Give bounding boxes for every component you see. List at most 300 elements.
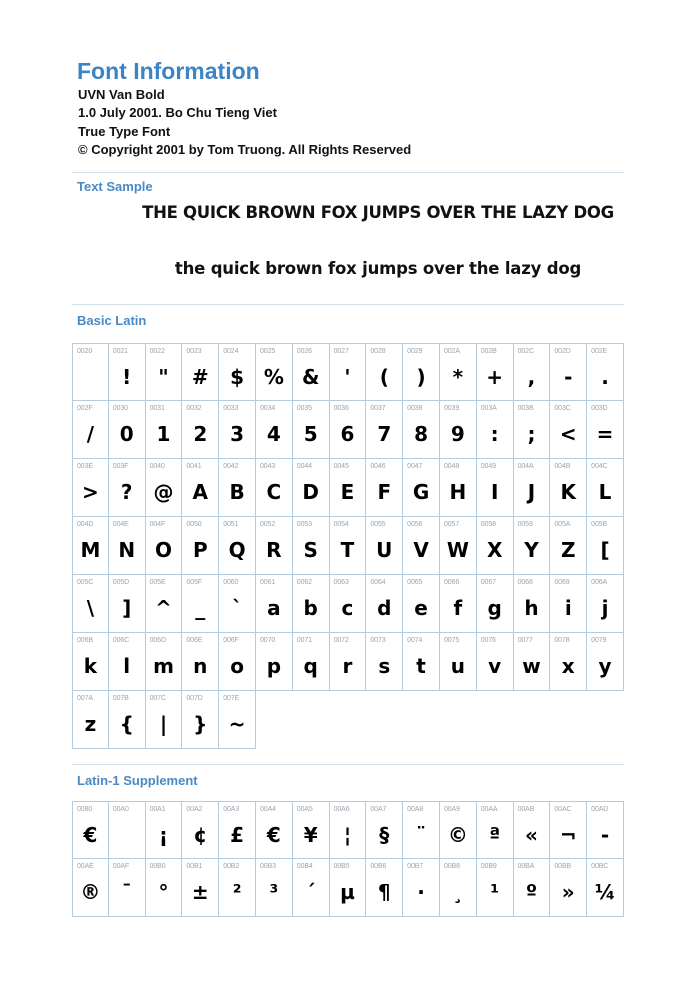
codepoint-label: 0031: [149, 405, 165, 412]
glyph-cell: [256, 801, 293, 859]
glyph-sample: E: [340, 480, 355, 504]
glyph-cell: [182, 633, 219, 691]
glyph-sample: ¢: [193, 823, 208, 847]
glyph-sample: l: [123, 654, 131, 678]
glyph-cell: [514, 575, 551, 633]
codepoint-label: 002A: [443, 348, 460, 355]
glyph-sample: u: [450, 654, 465, 678]
codepoint-label: 00BC: [591, 863, 609, 870]
codepoint-label: 0038: [407, 405, 423, 412]
glyph-cell: [256, 517, 293, 575]
glyph-sample: ]: [122, 596, 132, 620]
codepoint-label: 0062: [296, 579, 312, 586]
codepoint-label: 00B8: [443, 863, 460, 870]
glyph-sample: o: [230, 654, 244, 678]
glyph-cell: [146, 633, 183, 691]
glyph-cell: [146, 517, 183, 575]
glyph-sample: ·: [417, 880, 425, 904]
codepoint-label: 0039: [443, 405, 460, 412]
glyph-sample: ¹: [490, 880, 500, 904]
glyph-cell: [72, 575, 109, 633]
glyph-cell: [587, 517, 624, 575]
glyph-sample: m: [153, 654, 174, 678]
glyph-sample: g: [487, 596, 502, 620]
glyph-sample: &: [301, 365, 320, 389]
glyph-cell: [146, 859, 183, 917]
glyph-sample: C: [266, 480, 282, 504]
codepoint-label: 002F: [77, 405, 93, 412]
glyph-sample: D: [302, 480, 319, 504]
glyph-cell: [293, 801, 330, 859]
glyph-sample: x: [561, 654, 575, 678]
glyph-cell: [514, 633, 551, 691]
glyph-sample: ": [158, 365, 169, 389]
glyph-sample: ': [344, 365, 351, 389]
glyph-cell: [182, 401, 219, 459]
codepoint-label: 0058: [480, 521, 496, 528]
codepoint-label: 00AE: [77, 863, 94, 870]
codepoint-label: 00B3: [259, 863, 276, 870]
codepoint-label: 006E: [186, 637, 203, 644]
text-sample-heading: Text Sample: [77, 179, 153, 194]
glyph-cell: [109, 633, 146, 691]
codepoint-label: 007D: [186, 695, 203, 702]
codepoint-label: 006B: [77, 637, 93, 644]
codepoint-label: 003C: [554, 405, 571, 412]
codepoint-label: 004C: [591, 463, 608, 470]
codepoint-label: 005B: [591, 521, 608, 528]
codepoint-label: 00AA: [480, 806, 498, 813]
glyph-sample: W: [446, 538, 469, 562]
glyph-sample: F: [377, 480, 392, 504]
glyph-cell: [219, 633, 256, 691]
glyph-cell: [109, 459, 146, 517]
glyph-sample: ¡: [158, 823, 169, 847]
glyph-cell: [109, 801, 146, 859]
codepoint-label: 007E: [223, 695, 240, 702]
glyph-sample: 5: [303, 422, 318, 446]
font-version: 1.0 July 2001. Bo Chu Tieng Viet: [78, 105, 277, 120]
codepoint-label: 0079: [591, 637, 607, 644]
codepoint-label: 006D: [149, 637, 166, 644]
section-divider: [72, 764, 624, 765]
glyph-cell: [256, 633, 293, 691]
glyph-cell: [366, 517, 403, 575]
glyph-cell: [440, 859, 477, 917]
codepoint-label: 0022: [149, 348, 165, 355]
glyph-sample: z: [84, 712, 97, 736]
codepoint-label: 0050: [186, 521, 202, 528]
codepoint-label: 00A8: [407, 806, 424, 813]
glyph-sample: }: [193, 712, 208, 736]
codepoint-label: 003D: [591, 405, 608, 412]
glyph-sample: ^: [155, 596, 172, 620]
codepoint-label: 005D: [112, 579, 130, 586]
glyph-sample: w: [522, 654, 541, 678]
codepoint-label: 00A7: [370, 806, 387, 813]
codepoint-label: 00A6: [333, 806, 350, 813]
codepoint-label: 00A5: [296, 806, 313, 813]
glyph-cell: [514, 459, 551, 517]
glyph-cell: [550, 801, 587, 859]
codepoint-label: 00A0: [112, 806, 129, 813]
glyph-cell: [330, 459, 367, 517]
glyph-cell: [256, 343, 293, 401]
glyph-sample: =: [596, 422, 614, 446]
glyph-sample: v: [488, 654, 502, 678]
glyph-sample: ?: [120, 480, 133, 504]
glyph-cell: [477, 343, 514, 401]
glyph-cell: [550, 459, 587, 517]
glyph-cell: [256, 459, 293, 517]
codepoint-label: 0033: [223, 405, 239, 412]
glyph-cell: [72, 633, 109, 691]
codepoint-label: 0042: [223, 463, 239, 470]
glyph-sample: ²: [232, 880, 242, 904]
font-type: True Type Font: [78, 124, 171, 139]
glyph-sample: »: [561, 880, 575, 904]
glyph-sample: °: [158, 880, 169, 904]
glyph-sample: ¥: [303, 823, 318, 847]
glyph-sample: A: [192, 480, 209, 504]
codepoint-label: 005F: [186, 579, 202, 586]
codepoint-label: 0035: [296, 405, 312, 412]
codepoint-label: 002E: [591, 348, 608, 355]
glyph-sample: µ: [340, 880, 355, 904]
codepoint-label: 004A: [517, 463, 534, 470]
glyph-sample: ª: [489, 823, 501, 847]
glyph-sample: U: [376, 538, 393, 562]
codepoint-label: 00B6: [370, 863, 387, 870]
codepoint-label: 003E: [77, 463, 93, 470]
glyph-sample: a: [267, 596, 281, 620]
glyph-sample: K: [560, 480, 576, 504]
glyph-cell: [293, 859, 330, 917]
glyph-sample: X: [486, 538, 503, 562]
codepoint-label: 0064: [370, 579, 386, 586]
glyph-sample: d: [377, 596, 392, 620]
glyph-sample: e: [414, 596, 428, 620]
codepoint-label: 0060: [223, 579, 239, 586]
codepoint-label: 0067: [480, 579, 496, 586]
glyph-cell: [109, 691, 146, 749]
glyph-cell: [587, 859, 624, 917]
codepoint-label: 006A: [591, 579, 608, 586]
glyph-sample: s: [378, 654, 391, 678]
glyph-cell: [219, 517, 256, 575]
codepoint-label: 0025: [259, 348, 276, 355]
codepoint-label: 0045: [333, 463, 349, 470]
glyph-cell: [219, 343, 256, 401]
glyph-cell: [146, 691, 183, 749]
glyph-cell: [550, 633, 587, 691]
codepoint-label: 00BB: [554, 863, 572, 870]
glyph-cell: [72, 517, 109, 575]
glyph-cell: [550, 517, 587, 575]
section-divider: [72, 172, 624, 173]
glyph-cell: [146, 575, 183, 633]
codepoint-label: 00A3: [223, 806, 240, 813]
glyph-sample: ®: [80, 880, 101, 904]
codepoint-label: 00B0: [149, 863, 166, 870]
codepoint-label: 0040: [149, 463, 165, 470]
glyph-cell: [366, 401, 403, 459]
glyph-cell: [256, 401, 293, 459]
codepoint-label: 0077: [517, 637, 533, 644]
glyph-cell: [550, 343, 587, 401]
codepoint-label: 00A4: [259, 806, 276, 813]
glyph-sample: ¸: [452, 880, 463, 904]
glyph-sample: N: [118, 538, 136, 562]
glyph-sample: S: [303, 538, 318, 562]
glyph-cell: [366, 343, 403, 401]
glyph-sample: 9: [450, 422, 465, 446]
codepoint-label: 0029: [407, 348, 423, 355]
codepoint-label: 00AD: [591, 806, 609, 813]
codepoint-label: 002B: [480, 348, 497, 355]
glyph-sample: t: [416, 654, 426, 678]
codepoint-label: 0026: [296, 348, 312, 355]
codepoint-label: 0044: [296, 463, 312, 470]
codepoint-label: 00A2: [186, 806, 203, 813]
glyph-cell: [587, 343, 624, 401]
glyph-cell: [256, 575, 293, 633]
glyph-cell: [477, 633, 514, 691]
glyph-sample: ¨: [416, 823, 427, 847]
codepoint-label: 0049: [480, 463, 496, 470]
glyph-cell: [403, 401, 440, 459]
codepoint-label: 0053: [296, 521, 312, 528]
glyph-cell: [72, 401, 109, 459]
glyph-sample: r: [342, 654, 353, 678]
glyph-sample: /: [86, 422, 95, 446]
glyph-sample: Q: [228, 538, 246, 562]
glyph-cell: [72, 691, 109, 749]
glyph-sample: `: [232, 596, 243, 620]
codepoint-label: 0059: [517, 521, 533, 528]
glyph-sample: ~: [228, 712, 246, 736]
glyph-cell: [72, 343, 109, 401]
glyph-cell: [477, 459, 514, 517]
glyph-sample: V: [413, 538, 429, 562]
glyph-sample: (: [379, 365, 389, 389]
codepoint-label: 0028: [370, 348, 386, 355]
codepoint-label: 0068: [517, 579, 533, 586]
glyph-cell: [182, 459, 219, 517]
codepoint-label: 0055: [370, 521, 386, 528]
glyph-cell: [403, 343, 440, 401]
glyph-cell: [550, 575, 587, 633]
glyph-sample: T: [340, 538, 355, 562]
glyph-cell: [109, 575, 146, 633]
glyph-cell: [72, 459, 109, 517]
glyph-cell: [514, 859, 551, 917]
glyph-cell: [330, 517, 367, 575]
codepoint-label: 0078: [554, 637, 570, 644]
codepoint-label: 0032: [186, 405, 202, 412]
glyph-sample: 0: [119, 422, 134, 446]
codepoint-label: 0065: [407, 579, 423, 586]
glyph-cell: [146, 459, 183, 517]
codepoint-label: 007C: [149, 695, 166, 702]
codepoint-label: 0071: [296, 637, 312, 644]
codepoint-label: 0043: [259, 463, 276, 470]
glyph-cell: [293, 633, 330, 691]
glyph-sample: ¼: [594, 880, 616, 904]
glyph-sample: J: [527, 480, 536, 504]
glyph-sample: i: [564, 596, 572, 620]
glyph-cell: [182, 691, 219, 749]
glyph-sample: b: [303, 596, 318, 620]
codepoint-label: 0021: [112, 348, 128, 355]
glyph-sample: ): [416, 365, 426, 389]
glyph-cell: [293, 343, 330, 401]
glyph-sample: ´: [305, 880, 316, 904]
glyph-cell: [477, 517, 514, 575]
glyph-sample: .: [601, 365, 609, 389]
codepoint-label: 005A: [554, 521, 571, 528]
glyph-sample: G: [412, 480, 430, 504]
glyph-cell: [514, 343, 551, 401]
glyph-cell: [403, 517, 440, 575]
glyph-cell: [72, 859, 109, 917]
glyph-cell: [440, 575, 477, 633]
glyph-cell: [514, 517, 551, 575]
glyph-cell: [550, 401, 587, 459]
codepoint-label: 0072: [333, 637, 349, 644]
glyph-cell: [440, 459, 477, 517]
glyph-cell: [550, 859, 587, 917]
glyph-cell: [587, 401, 624, 459]
glyph-sample: ¶: [377, 880, 391, 904]
codepoint-label: 004E: [112, 521, 129, 528]
glyph-sample: h: [524, 596, 539, 620]
codepoint-label: 0034: [259, 405, 276, 412]
glyph-sample: <: [559, 422, 577, 446]
codepoint-label: 0037: [370, 405, 386, 412]
glyph-cell: [109, 343, 146, 401]
glyph-cell: [403, 859, 440, 917]
glyph-sample: P: [192, 538, 208, 562]
glyph-sample: ¦: [343, 823, 352, 847]
glyph-sample: f: [453, 596, 463, 620]
codepoint-label: 0051: [223, 521, 239, 528]
glyph-sample: L: [598, 480, 612, 504]
glyph-cell: [256, 859, 293, 917]
codepoint-label: 0052: [259, 521, 276, 528]
glyph-sample: -: [600, 823, 610, 847]
glyph-sample: #: [191, 365, 209, 389]
glyph-sample: {: [119, 712, 134, 736]
glyph-sample: O: [154, 538, 172, 562]
codepoint-label: 0020: [77, 348, 93, 355]
glyph-cell: [587, 459, 624, 517]
glyph-cell: [330, 401, 367, 459]
codepoint-label: 00AF: [112, 863, 130, 870]
glyph-sample: !: [122, 365, 132, 389]
codepoint-label: 0080: [77, 806, 93, 813]
glyph-cell: [219, 691, 256, 749]
glyph-cell: [366, 459, 403, 517]
codepoint-label: 002D: [554, 348, 571, 355]
glyph-cell: [440, 517, 477, 575]
glyph-cell: [514, 401, 551, 459]
codepoint-label: 005E: [149, 579, 166, 586]
glyph-sample: «: [525, 823, 538, 847]
glyph-cell: [330, 801, 367, 859]
glyph-cell: [146, 401, 183, 459]
codepoint-label: 0074: [407, 637, 423, 644]
glyph-cell: [366, 859, 403, 917]
codepoint-label: 0027: [333, 348, 349, 355]
glyph-sample: \: [86, 596, 95, 620]
glyph-cell: [182, 517, 219, 575]
glyph-sample: k: [83, 654, 98, 678]
glyph-cell: [330, 633, 367, 691]
glyph-sample: n: [193, 654, 208, 678]
codepoint-label: 0046: [370, 463, 386, 470]
glyph-sample: c: [341, 596, 354, 620]
glyph-sample: %: [263, 365, 284, 389]
glyph-cell: [403, 575, 440, 633]
codepoint-label: 00AB: [517, 806, 535, 813]
glyph-cell: [587, 633, 624, 691]
glyph-sample: I: [490, 480, 499, 504]
glyph-cell: [109, 859, 146, 917]
codepoint-label: 00B4: [296, 863, 313, 870]
glyph-cell: [587, 801, 624, 859]
codepoint-label: 00A1: [149, 806, 166, 813]
glyph-cell: [219, 801, 256, 859]
codepoint-label: 003B: [517, 405, 534, 412]
basic-latin-heading: Basic Latin: [77, 313, 147, 328]
glyph-cell: [587, 575, 624, 633]
codepoint-label: 0036: [333, 405, 349, 412]
codepoint-label: 0075: [443, 637, 460, 644]
glyph-cell: [182, 343, 219, 401]
glyph-cell: [514, 801, 551, 859]
codepoint-label: 006F: [223, 637, 239, 644]
codepoint-label: 006C: [112, 637, 130, 644]
codepoint-label: 0061: [259, 579, 276, 586]
glyph-sample: 6: [340, 422, 355, 446]
glyph-cell: [330, 575, 367, 633]
glyph-cell: [219, 575, 256, 633]
codepoint-label: 00B7: [407, 863, 424, 870]
codepoint-label: 004B: [554, 463, 571, 470]
codepoint-label: 0069: [554, 579, 570, 586]
codepoint-label: 0057: [443, 521, 460, 528]
codepoint-label: 00AC: [554, 806, 572, 813]
glyph-sample: Z: [561, 538, 576, 562]
glyph-sample: j: [601, 596, 609, 620]
glyph-cell: [477, 801, 514, 859]
glyph-sample: _: [195, 596, 206, 620]
glyph-sample: M: [80, 538, 101, 562]
codepoint-label: 0048: [443, 463, 460, 470]
glyph-cell: [440, 801, 477, 859]
glyph-sample: B: [229, 480, 245, 504]
glyph-cell: [403, 801, 440, 859]
glyph-cell: [366, 801, 403, 859]
glyph-cell: [219, 859, 256, 917]
glyph-sample: 7: [377, 422, 392, 446]
codepoint-label: 003A: [480, 405, 497, 412]
glyph-sample: [: [600, 538, 610, 562]
glyph-cell: [440, 633, 477, 691]
font-name: UVN Van Bold: [78, 87, 165, 102]
glyph-sample: ³: [269, 880, 279, 904]
